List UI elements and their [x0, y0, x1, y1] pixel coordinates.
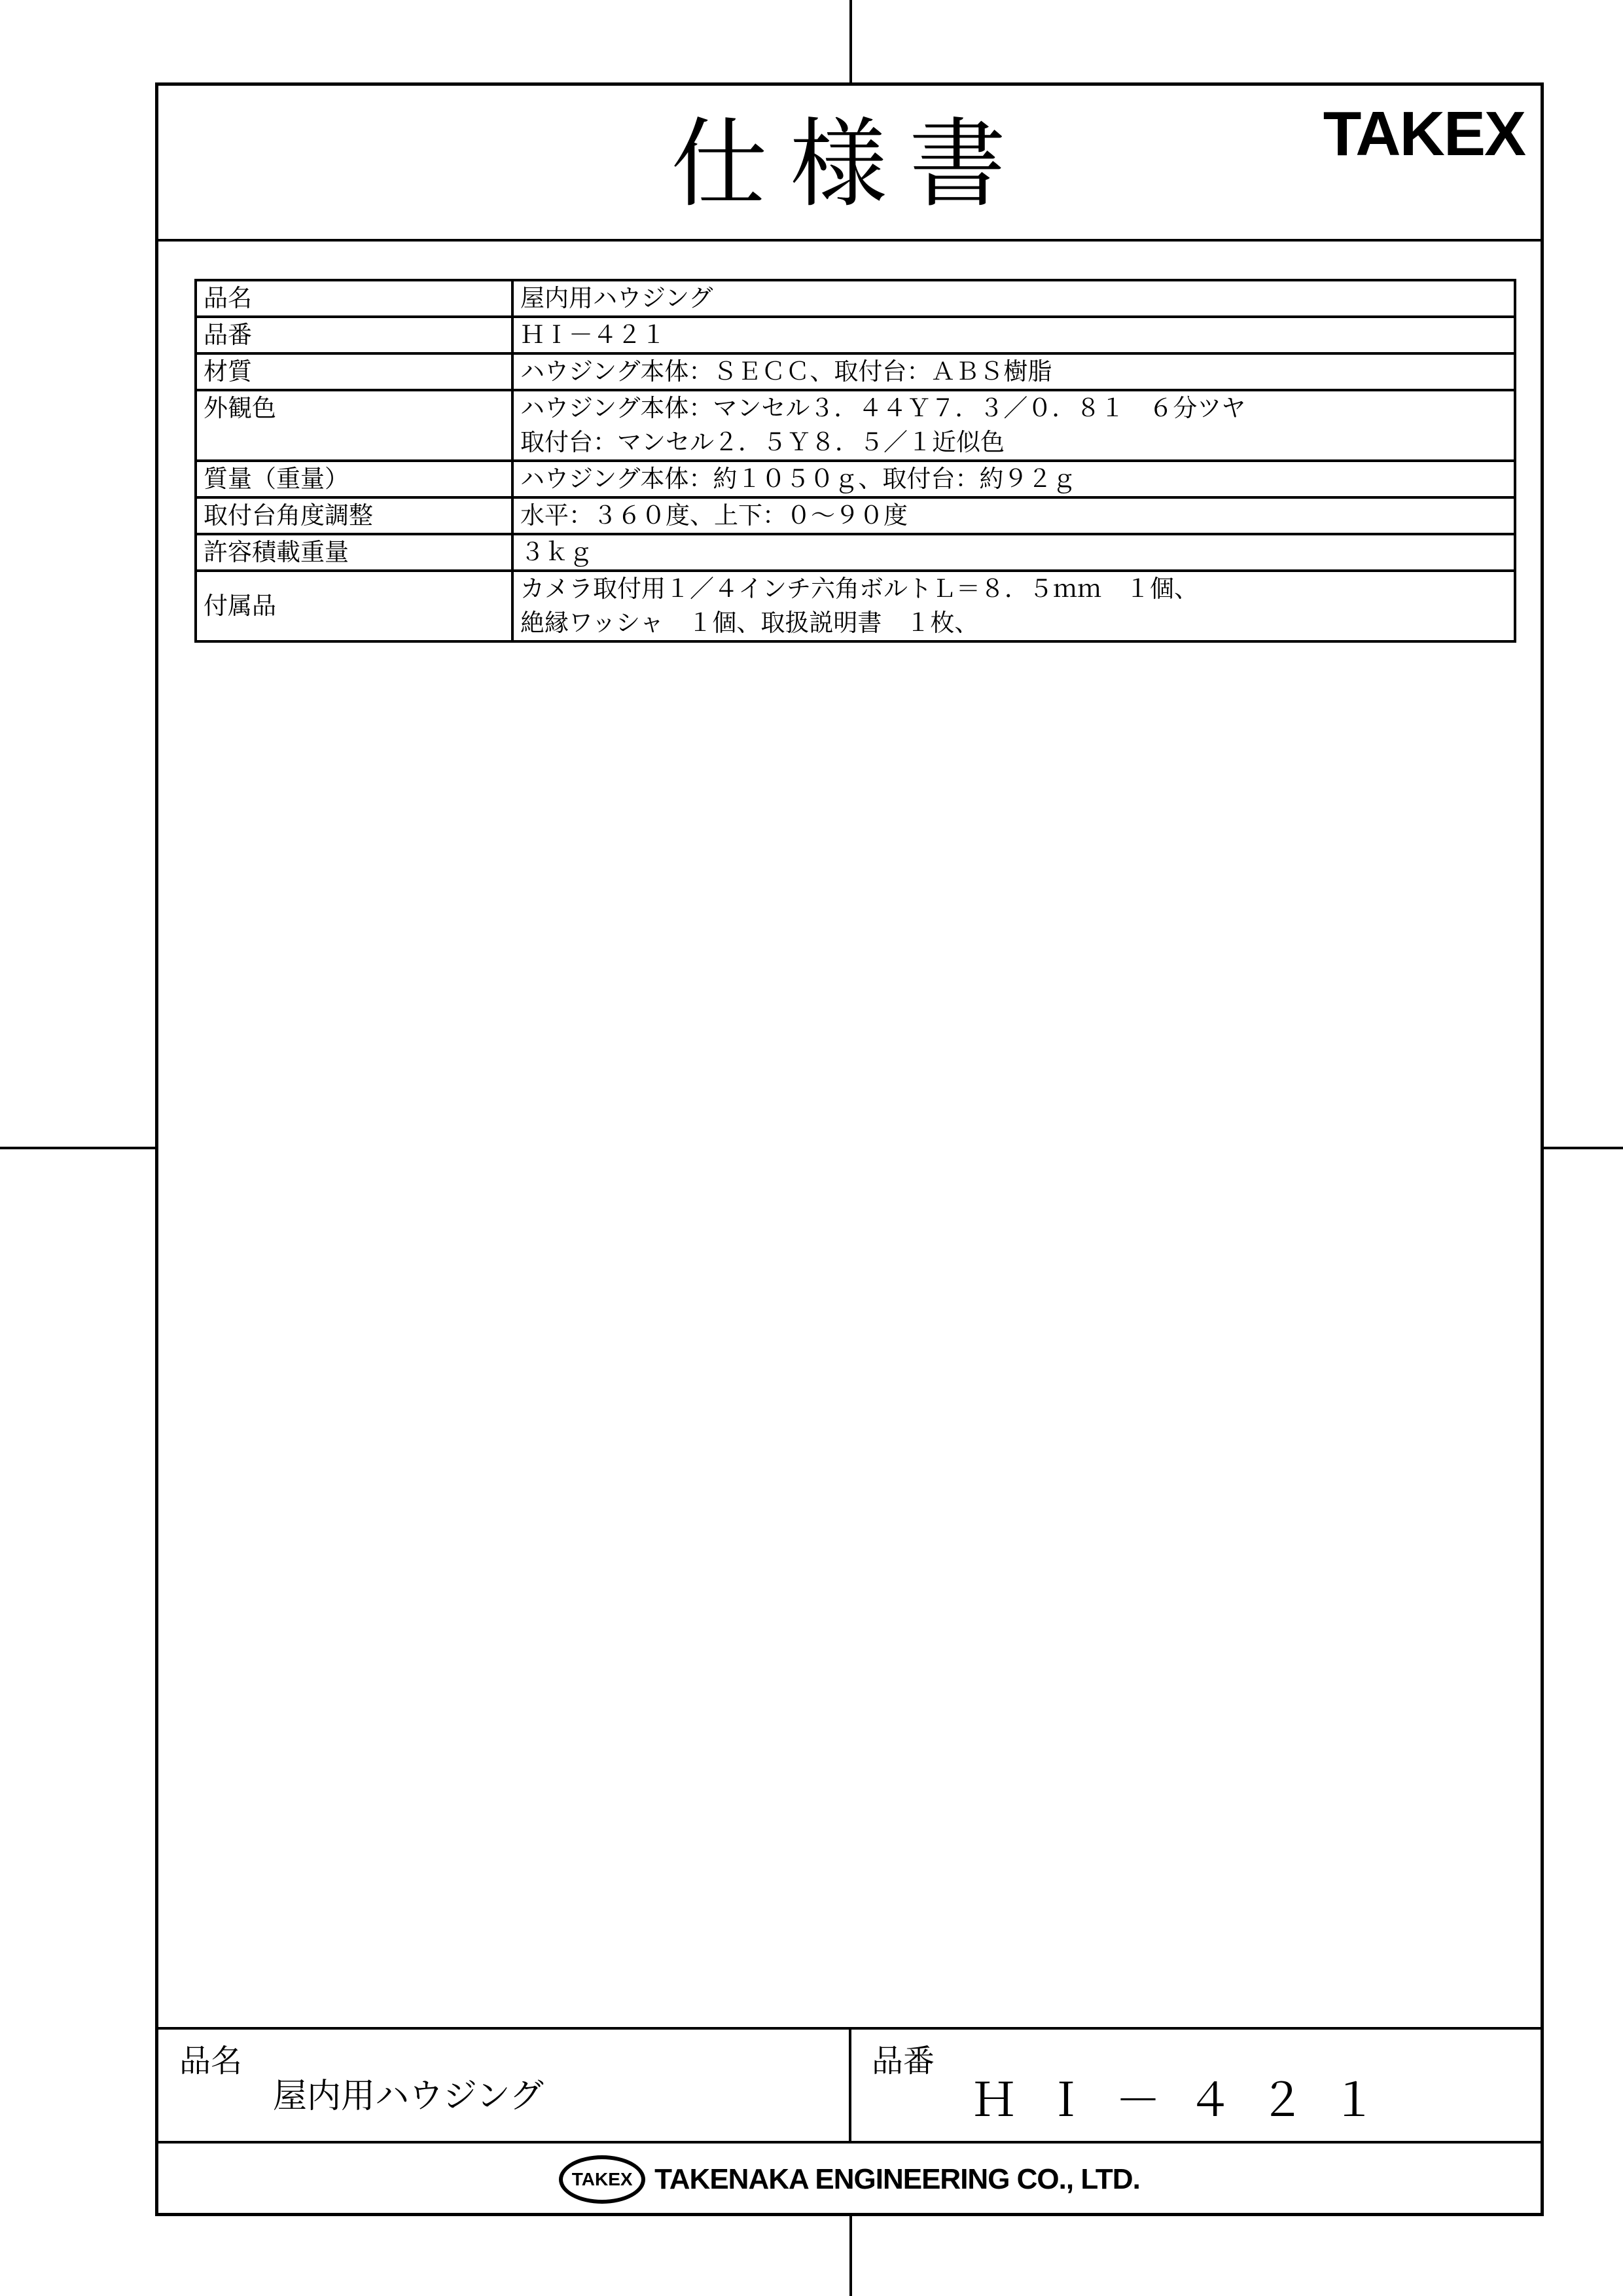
- spec-value: ハウジング本体：約１０５０ｇ、取付台：約９２ｇ: [512, 461, 1515, 497]
- footer-name-value: 屋内用ハウジング: [273, 2077, 544, 2116]
- spec-value: カメラ取付用１／４インチ六角ボルトＬ＝８．５ｍｍ １個、 絶縁ワッシャ １個、取扱説明書 １枚、: [512, 571, 1515, 641]
- spec-row-number: [196, 317, 1515, 353]
- spec-row-color: [196, 390, 1515, 461]
- spec-row-weight: [196, 461, 1515, 497]
- footer-name-label: 品名: [179, 2043, 243, 2079]
- spec-row-accessories: [196, 571, 1515, 641]
- spec-label: 質量（重量）: [196, 461, 512, 497]
- crop-mark-left: [0, 1147, 155, 1149]
- spec-row-material: [196, 353, 1515, 390]
- company-logo-badge: TAKEX: [559, 2155, 645, 2204]
- spec-row-angle: [196, 497, 1515, 534]
- footer-info: [158, 2027, 1541, 2144]
- spec-value: ＨＩ－４２１: [512, 317, 1515, 353]
- spec-label: 外観色: [196, 390, 512, 461]
- spec-table: [194, 279, 1516, 643]
- crop-mark-right: [1544, 1147, 1623, 1149]
- footer-number-label: 品番: [872, 2043, 935, 2079]
- spec-value: ハウジング本体：マンセル３．４４Ｙ７．３／０．８１ ６分ツヤ 取付台：マンセル２．５Ｙ８．５／１近似色: [512, 390, 1515, 461]
- spec-row-name: [196, 280, 1515, 317]
- footer-divider: [849, 2030, 851, 2141]
- spec-row-load: [196, 534, 1515, 571]
- company-name: TAKENAKA ENGINEERING CO., LTD.: [654, 2163, 1140, 2195]
- company-footer: [158, 2144, 1541, 2215]
- spec-label: 品番: [196, 317, 512, 353]
- crop-mark-bottom: [849, 2216, 852, 2296]
- spec-value: ハウジング本体：ＳＥＣＣ、取付台：ＡＢＳ樹脂: [512, 353, 1515, 390]
- document-title: 仕様書: [671, 108, 1028, 221]
- document-frame: [155, 82, 1544, 2216]
- spec-label: 材質: [196, 353, 512, 390]
- spec-label: 品名: [196, 280, 512, 317]
- spec-label: 取付台角度調整: [196, 497, 512, 534]
- spec-value: 屋内用ハウジング: [512, 280, 1515, 317]
- spec-value: 水平：３６０度、上下：０～９０度: [512, 497, 1515, 534]
- spec-label: 許容積載重量: [196, 534, 512, 571]
- spec-value: ３ｋｇ: [512, 534, 1515, 571]
- footer-number-value: ＨＩ－４２１: [971, 2073, 1403, 2127]
- spec-label: 付属品: [196, 571, 512, 641]
- crop-mark-top: [849, 0, 852, 82]
- brand-logo: TAKEX: [1323, 99, 1525, 169]
- title-area: [158, 86, 1541, 242]
